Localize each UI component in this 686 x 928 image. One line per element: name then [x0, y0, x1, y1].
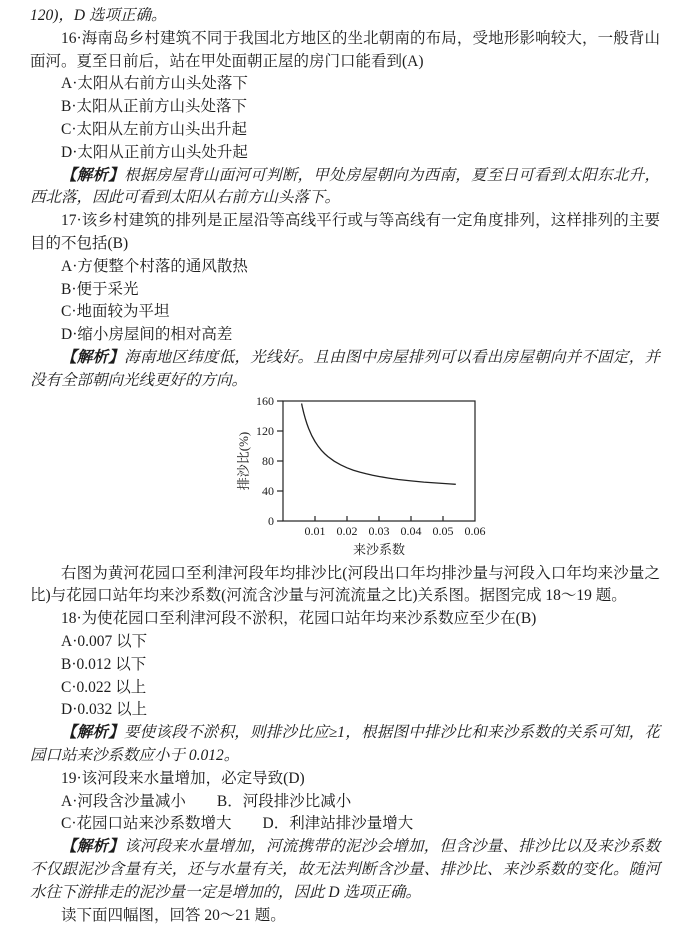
analysis-text: 该河段来水量增加，河流携带的泥沙会增加，但含沙量、排沙比以及来沙系数不仅跟泥沙含量有关，还与水量有关，故无法判断含沙量、排沙比、来沙系数的变化。随河水往下游排走的泥沙量一定是增加的，因此 D 选项正确。 [30, 838, 660, 901]
analysis-text: 海南地区纬度低，光线好。且由图中房屋排列可以看出房屋朝向并不固定，并没有全部朝向光线更好的方向。 [30, 348, 660, 389]
closing-instruction: 读下面四幅图，回答 20～21 题。 [61, 906, 286, 924]
question-18-option-c: C·0.022 以上 [61, 678, 147, 696]
sediment-ratio-chart [236, 395, 660, 561]
question-19-stem: 19·该河段来水量增加，必定导致(D) [61, 769, 305, 787]
question-16-option-d: D·太阳从正前方山头处升起 [61, 143, 248, 161]
x-tick-label: 0.02 [336, 523, 358, 538]
question-16-option-a: A·太阳从右前方山头处落下 [61, 75, 248, 93]
intro-18-19: 右图为黄河花园口至利津河段年均排沙比(河段出口年均排沙量与河段入口年均来沙量之比)与花园口站年均来沙系数(河流含沙量与河流流量之比)关系图。据图完成 18～19 题。 [30, 564, 660, 605]
question-18-stem: 18·为使花园口至利津河段不淤积，花园口站年均来沙系数应至少在(B) [61, 610, 537, 628]
question-19-analysis [30, 836, 660, 904]
analysis-label: 【解析】 [61, 348, 125, 366]
question-16-stem: 16·海南岛乡村建筑不同于我国北方地区的坐北朝南的布局，受地形影响较大，一般背山面河。夏至日前后，站在甲处面朝正屋的房门口能看到(A) [30, 29, 660, 70]
x-tick-label: 0.06 [464, 523, 486, 538]
y-tick-label: 40 [262, 483, 274, 498]
question-16-option-c: C·太阳从左前方山头出升起 [61, 120, 248, 138]
x-axis-title: 来沙系数 [352, 541, 406, 557]
y-tick-label: 160 [256, 394, 274, 408]
y-tick-label: 80 [262, 453, 274, 468]
question-17-option-b: B·便于采光 [61, 280, 139, 298]
question-19-options-row-ab: A·河段含沙量减小 B．河段排沙比减小 [61, 792, 352, 810]
analysis-continuation-line: 120)，D 选项正确。 [30, 7, 167, 24]
question-17-stem: 17·该乡村建筑的排列是正屋沿等高线平行或与等高线有一定角度排列，这样排列的主要目的不包括(B) [30, 212, 660, 252]
x-tick-label: 0.03 [368, 523, 390, 538]
chart-canvas [236, 395, 498, 559]
question-17-option-c: C·地面较为平坦 [61, 303, 170, 321]
x-tick-label: 0.01 [304, 523, 326, 538]
question-19-options-row-cd: C·花园口站来沙系数增大 D．利津站排沙量增大 [61, 815, 414, 833]
y-axis-title: 排沙比(%) [236, 431, 251, 490]
y-tick-label: 120 [256, 423, 274, 438]
question-18-option-d: D·0.032 以上 [61, 701, 148, 719]
question-16-analysis [30, 165, 660, 211]
analysis-text: 要使该段不淤积，则排沙比应≥1，根据图中排沙比和来沙系数的关系可知，花园口站来沙系数应小于 0.012。 [30, 724, 660, 764]
chart-curve [302, 403, 456, 484]
analysis-label: 【解析】 [61, 838, 125, 856]
y-tick-label: 0 [268, 513, 274, 528]
x-tick-label: 0.04 [400, 523, 422, 538]
plot-box [283, 401, 475, 521]
analysis-text: 根据房屋背山面河可判断，甲处房屋朝向为西南，夏至日可看到太阳东北升，西北落，因此可看到太阳从右前方山头落下。 [30, 166, 660, 207]
question-18-analysis [30, 722, 660, 768]
x-tick-label: 0.05 [432, 523, 454, 538]
question-18-option-b: B·0.012 以下 [61, 655, 147, 673]
analysis-label: 【解析】 [61, 166, 125, 184]
question-16-option-b: B·太阳从正前方山头处落下 [61, 98, 248, 116]
question-17-option-d: D·缩小房屋间的相对高差 [61, 326, 233, 344]
question-17-option-a: A·方便整个村落的通风散热 [61, 257, 248, 275]
analysis-label: 【解析】 [61, 724, 124, 742]
question-18-option-a: A·0.007 以下 [61, 632, 148, 650]
question-17-analysis [30, 347, 660, 393]
